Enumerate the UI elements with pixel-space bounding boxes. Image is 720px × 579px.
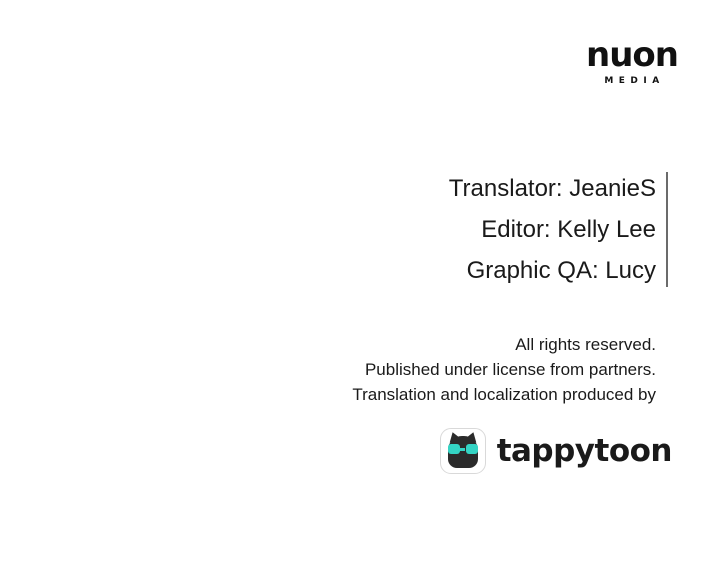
glasses-lens-right-icon — [466, 444, 478, 454]
cat-glasses-icon — [448, 444, 478, 454]
nuon-media-logo — [586, 35, 678, 86]
credits-block — [226, 168, 668, 291]
glasses-lens-left-icon — [448, 444, 460, 454]
credit-graphic-qa: Graphic QA: Lucy — [466, 257, 656, 284]
nuon-subtitle: MEDIA — [604, 76, 665, 86]
glasses-bridge-icon — [460, 448, 465, 451]
credit-translator: Translator: JeanieS — [448, 175, 656, 202]
rights-block — [226, 332, 668, 407]
credit-editor: Editor: Kelly Lee — [481, 216, 656, 243]
rights-line-3: Translation and localization produced by — [352, 385, 656, 404]
rights-line-2: Published under license from partners. — [364, 360, 656, 379]
tappytoon-logo — [440, 428, 672, 474]
rights-line-1: All rights reserved. — [515, 335, 656, 354]
nuon-wordmark: nuon — [586, 35, 678, 75]
tappytoon-wordmark: tappytoon — [496, 433, 672, 469]
tappytoon-cat-icon — [440, 428, 486, 474]
